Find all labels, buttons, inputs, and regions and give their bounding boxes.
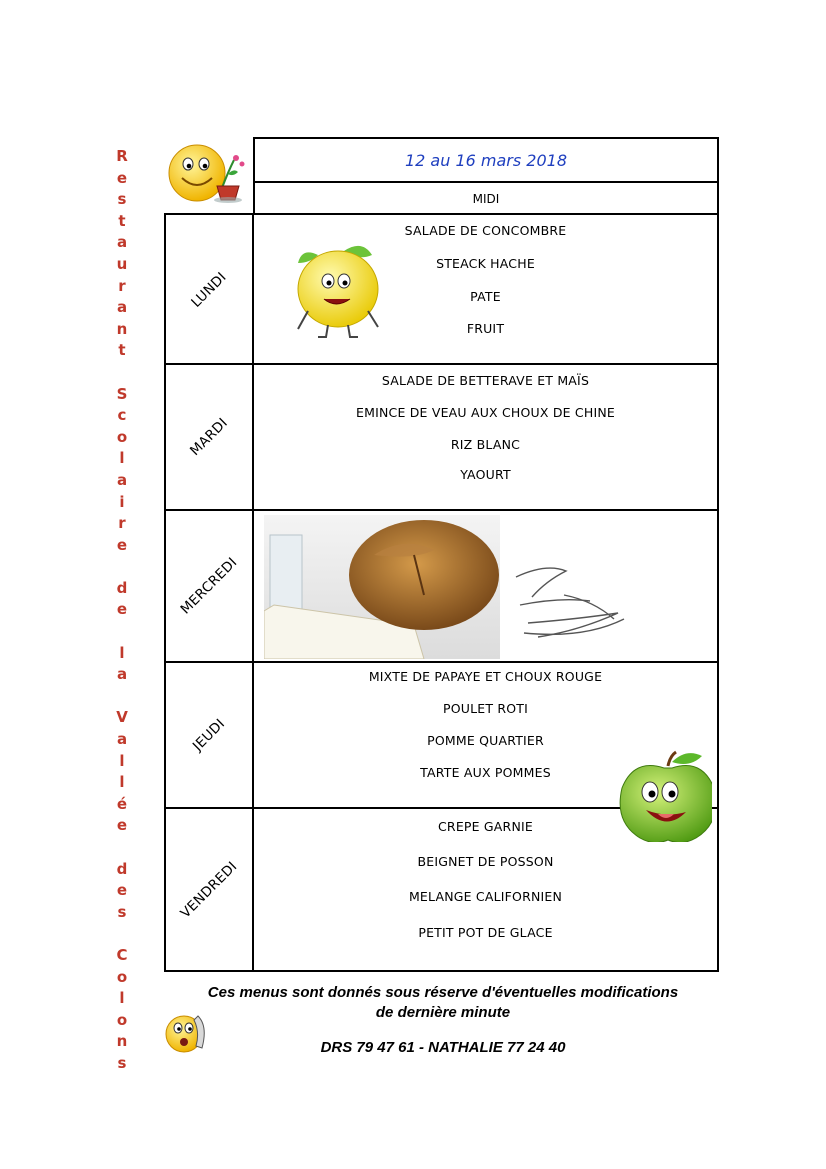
side-title-letter: e: [116, 535, 128, 554]
side-title-letter: [119, 923, 124, 945]
side-title-letter: s: [117, 1053, 127, 1072]
side-title-letter: s: [117, 902, 127, 921]
day-row-mercredi: [166, 509, 717, 661]
dish: BEIGNET DE POSSON: [417, 854, 554, 869]
dish: PETIT POT DE GLACE: [418, 925, 553, 940]
side-title-letter: e: [116, 816, 128, 835]
side-title-letter: o: [116, 427, 128, 446]
side-title: [112, 146, 132, 1081]
side-title-letter: t: [118, 341, 126, 360]
day-row-lundi: [166, 215, 717, 365]
dish: POULET ROTI: [442, 701, 529, 716]
day-name: JEUDI: [189, 715, 229, 755]
dish: POMME QUARTIER: [427, 733, 544, 748]
day-name: MARDI: [187, 415, 231, 459]
week-title: 12 au 16 mars 2018: [255, 139, 717, 183]
apple-character-icon: [616, 750, 712, 842]
side-title-letter: [119, 362, 124, 384]
day-row-mardi: [166, 363, 717, 509]
side-title-letter: [119, 837, 124, 859]
side-title-letter: l: [119, 449, 125, 468]
side-title-letter: a: [116, 665, 128, 684]
dish: STEACK HACHE: [436, 256, 535, 271]
dish: MELANGE CALIFORNIEN: [408, 889, 563, 904]
dish: MIXTE DE PAPAYE ET CHOUX ROUGE: [368, 669, 603, 684]
side-title-letter: a: [116, 298, 128, 317]
side-title-letter: r: [118, 514, 126, 533]
side-title-letter: l: [119, 773, 125, 792]
side-title-letter: s: [117, 190, 127, 209]
side-title-letter: a: [116, 730, 128, 749]
dish: SALADE DE CONCOMBRE: [404, 223, 567, 238]
side-title-letter: e: [116, 881, 128, 900]
side-title-letter: o: [116, 967, 128, 986]
dish: SALADE DE BETTERAVE ET MAÏS: [381, 373, 590, 388]
side-title-letter: S: [116, 384, 128, 403]
side-title-letter: c: [117, 406, 127, 425]
contacts: DRS 79 47 61 - NATHALIE 77 24 40: [320, 1039, 566, 1056]
service-label: MIDI: [472, 192, 500, 206]
side-title-letter: n: [116, 1032, 128, 1051]
side-title-letter: o: [116, 1010, 128, 1029]
menu-cell: [254, 365, 717, 509]
dish: EMINCE DE VEAU AUX CHOUX DE CHINE: [356, 405, 615, 420]
day-cell: [166, 365, 254, 509]
side-title-letter: V: [116, 708, 128, 727]
side-title-letter: [119, 556, 124, 578]
dish: PATE: [470, 289, 501, 304]
day-cell: [166, 663, 254, 807]
dish: FRUIT: [466, 321, 505, 336]
disclaimer-line-2: de dernière minute: [375, 1004, 511, 1021]
dish: CREPE GARNIE: [438, 819, 533, 834]
side-title-letter: e: [116, 168, 128, 187]
side-title-letter: l: [119, 643, 125, 662]
side-title-letter: R: [116, 147, 128, 165]
menu-cell: [254, 215, 717, 365]
side-title-letter: e: [116, 600, 128, 619]
side-title-letter: d: [116, 578, 128, 597]
dish: TARTE AUX POMMES: [420, 765, 551, 780]
day-name: LUNDI: [188, 269, 230, 311]
day-name: VENDREDI: [177, 858, 241, 921]
side-title-letter: C: [116, 945, 128, 964]
day-cell: [166, 215, 254, 365]
side-title-letter: u: [116, 254, 128, 273]
menu-cell: [254, 511, 717, 661]
side-title-letter: l: [119, 989, 125, 1008]
lemon-character-icon: [288, 237, 388, 341]
side-title-letter: é: [116, 794, 128, 813]
dish: RIZ BLANC: [450, 437, 521, 452]
day-cell: [166, 809, 254, 970]
day-name: MERCREDI: [177, 554, 241, 618]
side-title-letter: d: [116, 859, 128, 878]
smiley-flower-icon: [162, 142, 252, 206]
side-title-letter: a: [116, 470, 128, 489]
side-title-letter: n: [116, 319, 128, 338]
side-title-letter: r: [118, 276, 126, 295]
disclaimer-line-1: Ces menus sont donnés sous réserve d'éventuelles modifications: [207, 984, 679, 1001]
phone-smiley-icon: [164, 1008, 210, 1058]
dish: YAOURT: [460, 467, 511, 482]
side-title-letter: [119, 621, 124, 643]
day-cell: [166, 511, 254, 661]
bread-hands-illustration: [264, 515, 719, 659]
side-title-letter: a: [116, 233, 128, 252]
menu-header: [253, 137, 719, 213]
side-title-letter: l: [119, 751, 125, 770]
side-title-letter: [119, 686, 124, 708]
side-title-letter: t: [118, 211, 126, 230]
menu-grid: [164, 213, 719, 972]
side-title-letter: i: [119, 492, 125, 511]
